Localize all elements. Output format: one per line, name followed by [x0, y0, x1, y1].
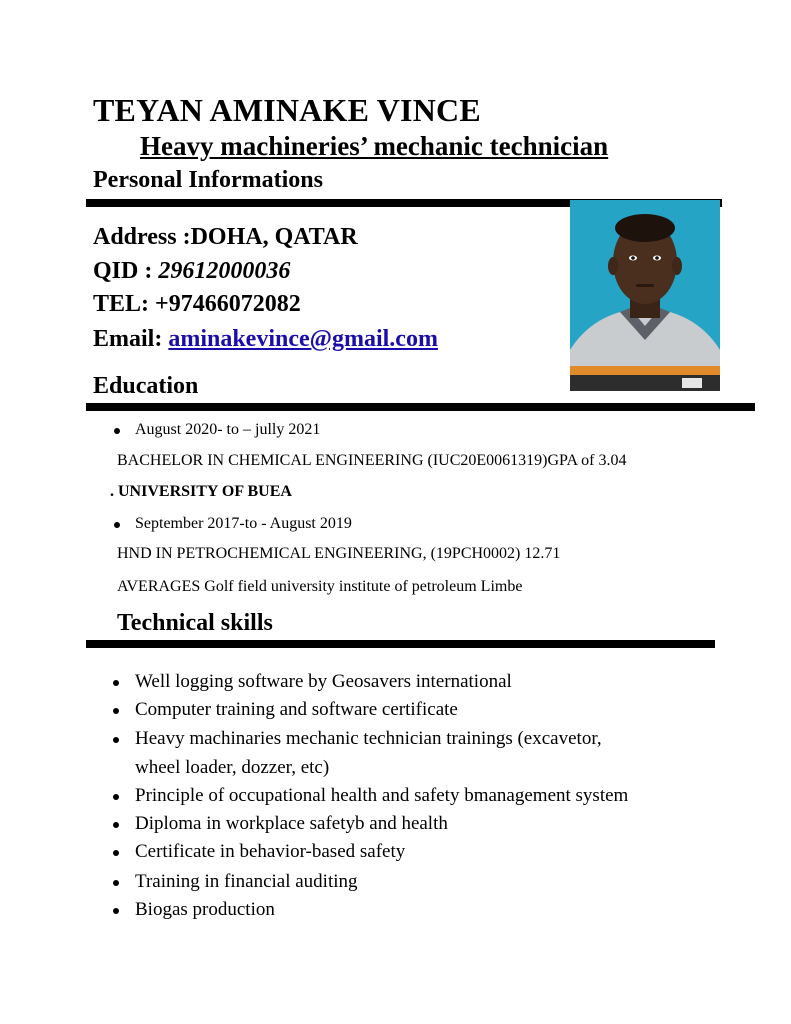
bullet-icon — [113, 850, 119, 856]
bullet-icon — [113, 822, 119, 828]
skill-text: Principle of occupational health and safety bmanagement system — [135, 785, 629, 806]
tel-line — [93, 291, 301, 318]
qid-value: 29612000036 — [158, 258, 291, 284]
personal-info-heading: Personal Informations — [93, 167, 323, 193]
bullet-icon — [113, 794, 119, 800]
bullet-icon — [114, 522, 120, 528]
qid-label: QID : — [93, 258, 159, 284]
education-degree: HND IN PETROCHEMICAL ENGINEERING, (19PCH0002) 12.71 — [117, 545, 561, 562]
education-institution: AVERAGES Golf field university institute of petroleum Limbe — [117, 578, 523, 595]
skill-text: Biogas production — [135, 899, 275, 920]
skill-text: Well logging software by Geosavers international — [135, 671, 512, 692]
section-divider — [86, 640, 715, 648]
skill-text: Training in financial auditing — [135, 871, 358, 892]
bullet-icon — [113, 737, 119, 743]
email-link[interactable]: aminakevince@gmail.com — [168, 326, 438, 352]
education-date: September 2017-to - August 2019 — [135, 515, 352, 532]
skill-text: wheel loader, dozzer, etc) — [135, 757, 330, 778]
address-line — [93, 224, 358, 251]
qid-line — [93, 258, 290, 285]
email-line — [93, 326, 438, 353]
profile-photo — [570, 200, 720, 391]
bullet-icon — [113, 880, 119, 886]
bullet-icon — [113, 708, 119, 714]
bullet-icon — [113, 680, 119, 686]
education-institution: . UNIVERSITY OF BUEA — [110, 483, 292, 500]
education-heading: Education — [93, 373, 199, 399]
skill-text: Heavy machinaries mechanic technician trainings (excavetor, — [135, 728, 602, 749]
email-label: Email: — [93, 326, 169, 352]
portrait-image — [570, 200, 720, 391]
section-divider — [86, 403, 755, 411]
skill-text: Certificate in behavior-based safety — [135, 841, 406, 862]
address-value: DOHA, QATAR — [190, 224, 358, 250]
address-label: Address : — [93, 224, 191, 250]
job-title: Heavy machineries’ mechanic technician — [140, 131, 609, 161]
skills-heading: Technical skills — [117, 610, 273, 636]
tel-label: TEL: — [93, 291, 156, 317]
education-date: August 2020- to – jully 2021 — [135, 421, 321, 438]
skill-text: Computer training and software certificate — [135, 699, 458, 720]
tel-value: +97466072082 — [155, 291, 301, 317]
bullet-icon — [114, 428, 120, 434]
skill-text: Diploma in workplace safetyb and health — [135, 813, 448, 834]
education-degree: BACHELOR IN CHEMICAL ENGINEERING (IUC20E0061319)GPA of 3.04 — [117, 452, 627, 469]
bullet-icon — [113, 908, 119, 914]
candidate-name: TEYAN AMINAKE VINCE — [93, 92, 481, 128]
